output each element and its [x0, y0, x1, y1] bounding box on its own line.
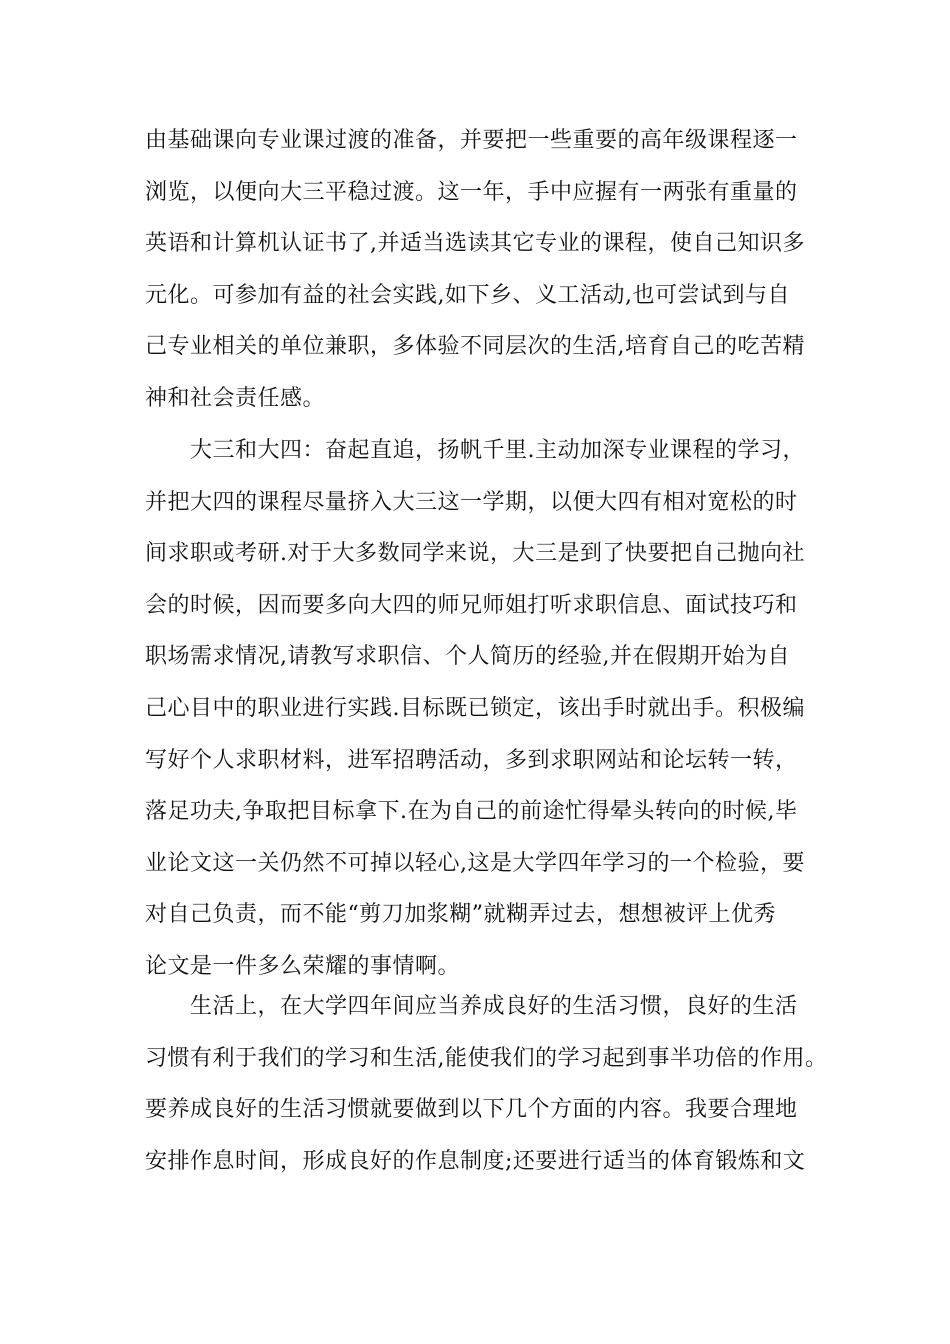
text-line: 由基础课向专业课过渡的准备，并要把一些重要的高年级课程逐一	[145, 128, 798, 153]
text-line: 落足功夫,争取把目标拿下.在为自己的前途忙得晕头转向的时候,毕	[145, 799, 798, 825]
text-line: 写好个人求职材料，进军招聘活动，多到求职网站和论坛转一转，	[145, 747, 798, 773]
text-line: 英语和计算机认证书了,并适当选读其它专业的课程，使自己知识多	[145, 231, 805, 257]
text-line: 习惯有利于我们的学习和生活,能使我们的学习起到事半功倍的作用。	[145, 1045, 828, 1071]
text-line: 生活上，在大学四年间应当养成良好的生活习惯，良好的生活	[145, 994, 798, 1019]
text-line: 论文是一件多么荣耀的事情啊。	[145, 953, 461, 979]
text-line: 职场需求情况,请教写求职信、个人简历的经验,并在假期开始为自	[145, 644, 790, 670]
text-line: 并把大四的课程尽量挤入大三这一学期，以便大四有相对宽松的时	[145, 489, 798, 515]
text-line: 元化。可参加有益的社会实践,如下乡、义工活动,也可尝试到与自	[145, 282, 790, 308]
text-line: 大三和大四：奋起直追，扬帆千里.主动加深专业课程的学习，	[145, 438, 805, 463]
paragraph-3	[145, 994, 828, 1200]
text-line: 己专业相关的单位兼职，多体验不同层次的生活,培育自己的吃苦精	[145, 334, 805, 360]
text-line: 己心目中的职业进行实践.目标既已锁定，该出手时就出手。积极编	[145, 695, 805, 721]
text-line: 要养成良好的生活习惯就要做到以下几个方面的内容。我要合理地	[145, 1097, 798, 1123]
text-line: 对自己负责，而不能“剪刀加浆糊”就糊弄过去，想想被评上优秀	[145, 902, 776, 928]
text-line: 安排作息时间，形成良好的作息制度;还要进行适当的体育锻炼和文	[145, 1148, 806, 1174]
text-line: 神和社会责任感。	[145, 385, 326, 411]
paragraph-2	[145, 438, 810, 1006]
text-line: 会的时候，因而要多向大四的师兄师姐打听求职信息、面试技巧和	[145, 592, 798, 618]
text-line: 浏览，以便向大三平稳过渡。这一年，手中应握有一两张有重量的	[145, 179, 798, 205]
text-line: 间求职或考研.对于大多数同学来说，大三是到了快要把自己抛向社	[145, 541, 805, 567]
paragraph-1	[145, 128, 810, 438]
text-line: 业论文这一关仍然不可掉以轻心,这是大学四年学习的一个检验，要	[145, 850, 805, 876]
